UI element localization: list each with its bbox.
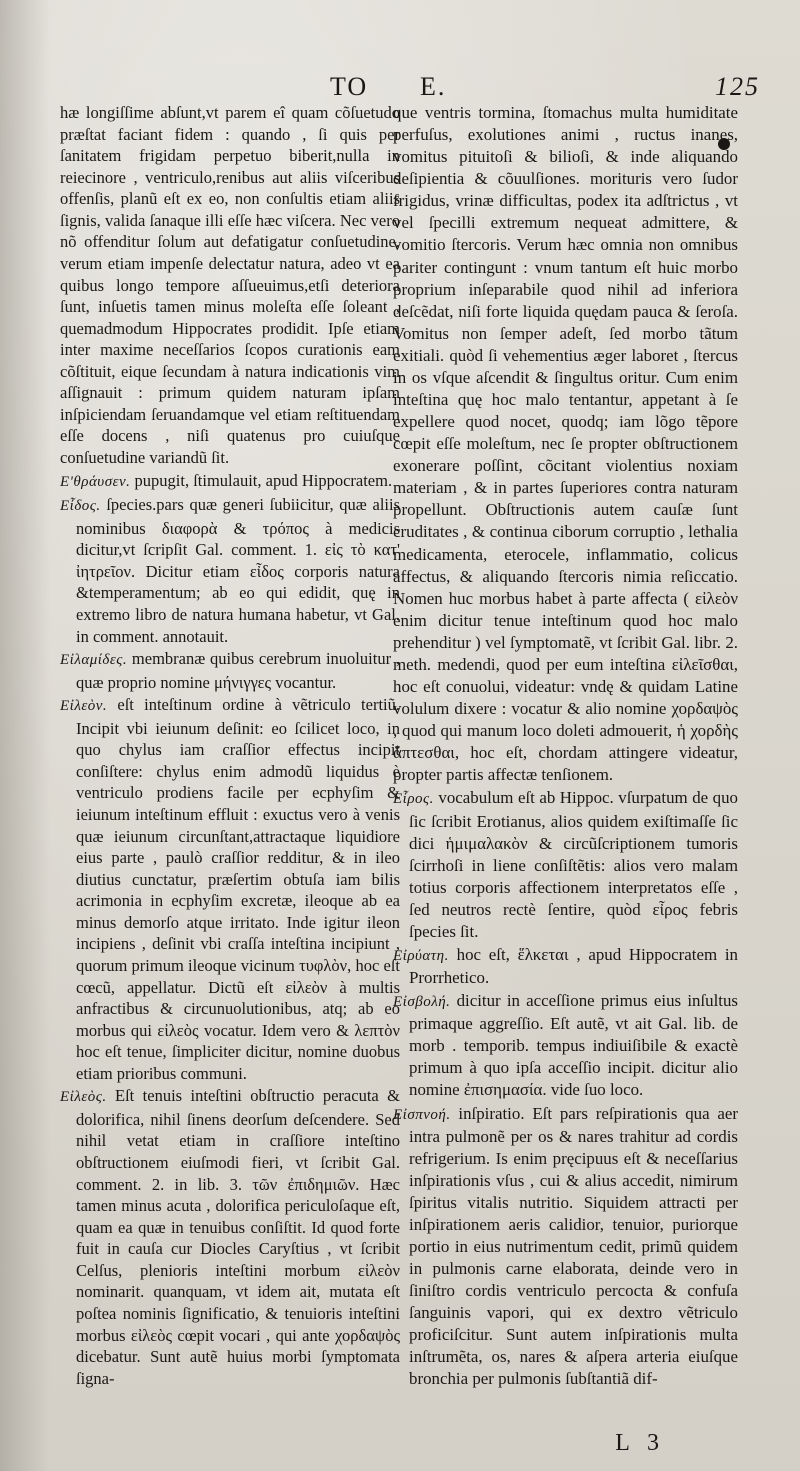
entry-text: membranæ quibus cerebrum inuoluitur , quæ proprio nomine μήνιγγες vocantur. [76, 649, 400, 692]
entry-headword: Εἰλαμίδες. [60, 652, 128, 669]
running-head-right: E. [420, 72, 447, 101]
entry-headword: Ε'θράυσεν. [60, 473, 131, 490]
entry-headword: Εἰλεὸς. [60, 1089, 107, 1106]
dictionary-entry [393, 787, 738, 943]
left-column [60, 102, 400, 1390]
dictionary-entry [60, 648, 400, 693]
entry-headword: Εἶρος. [393, 791, 434, 808]
dictionary-entry [393, 1103, 738, 1391]
entry-headword: Εἰλεὸν. [60, 698, 108, 715]
entry-text: vocabulum eſt ab Hippoc. vſurpatum de quo ſic ſcribit Erotianus, alios quidem exiſtimaſſe ſic dici ἡμιμαλακὸν & circũſcriptionem tumoris ſcirrhoſi in liene conſiſtẽtis: alios vero malam totius corporis affectionem interpretatos eſſe , ſed neutros rectè ſentire, quòd εἶρος febris ſpecies ſit. [409, 788, 738, 941]
dictionary-entry [393, 990, 738, 1101]
folio-number: 125 [715, 72, 760, 101]
entry-text: pupugit, ſtimulauit, apud Hippocratem. [130, 470, 393, 490]
entry-text: eſt inteſtinum ordine à vẽtriculo tertiũ. Incipit vbi ieiunum deſinit: eo ſcilicet loco, in quo chylus iam craſſior effectus incipit conſiſtere: chylus enim admodũ liquidus è ventriculo prodiens facile per ecphyſim & ieiunum inteſtinum effluit : exuctus vero à venis quæ ieiunum circunſtant,attractaque liquidiore eius parte , paulò craſſior redditur, & in ileo diutius cunctatur, præſertim obtuſa iam bilis acrimonia in ecphyſim excretæ, ileoque ab ea minus demorſo atque irritato. Inde igitur ileon incipiens , deſinit vbi craſſa inteſtina incipiunt , quorum primum ileoque vicinum τυφλὸν, hoc eſt cœcũ, appellatur. Dictũ eſt εἰλεὸν à multis anfractibus & circunuolutionibus, atq; ab eo morbus qui εἰλεὸς vocatur. Idem vero & λεπτὸν hoc eſt tenue, ſimpliciter dicitur, nomine duobus etiam prioribus communi. [76, 695, 400, 1083]
dictionary-entry [60, 470, 400, 494]
entry-headword: Εἰσβολή. [393, 994, 451, 1011]
entry-headword: Εἶδος. [60, 498, 101, 515]
entry-text: Eſt tenuis inteſtini obſtructio peracuta & dolorifica, nihil ſinens deorſum deſcendere. Sed nihil vetat etiam in craſſiore inteſtino obſtructionem eiuſmodi fieri, vt ſcribit Gal. comment. 2. in lib. 3. τῶν ἐπιδημιῶν. Hæc tamen minus acuta , dolorifica periculoſaque eſt, quam ea quæ in tenuibus conſiſtit. Id quod forte fuit in cauſa cur Diocles Caryſtius , vt ſcribit Celſus, plenioris inteſtini morbum εἰλεὸν nominarit. quanquam, vt idem ait, mutata eſt poſtea nominis ſignificatio, & tenuioris inteſtini morbus εἰλεὸς cœpit vocari , qui ante χορδαψὸς dicebatur. Sunt autẽ huius morbi ſymptomata ſigna- [76, 1086, 400, 1388]
entry-text: ſpecies.pars quæ generi ſubiicitur, quæ aliis nominibus διαφορὰ & τρόπος à medicis dicitur,vt ſcripſit Gal. comment. 1. εἰς τὸ κατ' ἰητρεῖον. Dicitur etiam εἶδος corporis natura &temperamentum; ab eo qui edidit, quę in extremo libro de natura humana habetur, vt Gal. in comment. annotauit. [76, 495, 400, 646]
body-paragraph: hæ longiſſime abſunt,vt parem eî quam cõſuetudo præſtat faciant fidem : quando , ſi quis per ſanitatem frigidam perpetuo biberit,nulla in reiecinore , ventriculo,renibus aut aliis viſceribus offenſis, planũ eſt ex eo, non conſultis etiam aliis ſignis, valida ſanaque illi eſſe hæc viſcera. Nec vero nõ offenditur ſolum aut defatigatur conſuetudine, verum etiam impenſe delectatur natura, adeo vt ea quibus longo tempore aſſueuimus,etſi deteriora ſunt, inſuetis tamen minus moleſta eſſe ſoleant , quemadmodum Hippocrates prodidit. Ipſe etiam inter maxime neceſſarios ſcopos curationis eam cõſtituit, eique ſecundam à natura indicationis vim aſſignauit : primum quidem naturam ipſam inſpiciendam ſeruandamque vel etiam reſtituendam eſſe docens , niſi quatenus pro cuiuſque conſuetudine variandũ ſit. [60, 103, 400, 467]
entry-headword: Εἰσπνοή. [393, 1106, 451, 1123]
entry-headword: Εἰρύατη. [393, 947, 449, 964]
body-paragraph: que ventris tormina, ſtomachus multa humiditate perfuſus, exolutiones animi , ructus inanes, vomitus pituitoſi & bilioſi, & inde aliquando deſipientia & cõuulſiones. morituris vero ſudor frigidus, vrinæ difficultas, podex ita adſtrictus , vt vel ſpecilli extremum nequeat admittere, & vomitio ſtercoris. Verum hæc omnia non omnibus pariter contingunt : vnum tantum eſt huic morbo proprium inſeparabile quod nihil ad inferiora deſcẽdat, niſi forte liquida quędam pauca & ſeroſa. Vomitus non ſemper adeſt, ſed morbo tãtum exitiali. quòd ſi vehementius æger laboret , ſtercus in os vſque aſcendit & ſingultus oritur. Cum enim inteſtina quę hoc malo tentantur, appetant à ſe expellere quod nocet, quodq; iam lõgo tẽpore cœpit eſſe moleſtum, nec ſe propter obſtructionem exonerare poſſint, cõcitant violentius noxiam materiam , & in partes ſuperiores contra naturam propellunt. Obſtructionis autem cauſæ ſunt cruditates , & continua ciborum corruptio , lethalia medicamenta, eterocele, inflammatio, colicus affectus, & aliquando ſtercoris nimia reſiccatio. Nomen huc morbus habet à parte affecta ( εἰλεὸν enim dicitur tenue inteſtinum quod hoc malo prehenditur ) vel ſymptomatẽ, vt ſcribit Gal. libr. 2. meth. medendi, quod per eum inteſtina εἰλεῖσθαι, hoc eſt conuolui, videatur: vndę & quidam Latine volulum dixere : vocatur & alio nomine χορδαψὸς , quod qui manum loco doleti admouerit, ἡ χορδὴς ἅπτεσθαι, hoc eſt, chordam attingere videatur, propter partis affectæ tenſionem. [393, 103, 738, 785]
right-column [393, 102, 738, 1392]
entry-text: hoc eſt, ἕλκεται , apud Hippocratem in Prorrhetico. [409, 944, 738, 988]
dictionary-entry [60, 694, 400, 1084]
dictionary-entry [393, 944, 738, 989]
binding-gutter-shadow [0, 0, 50, 1471]
signature-mark: L 3 [615, 1430, 665, 1456]
running-head-left: TO [330, 72, 369, 101]
dictionary-entry [60, 494, 400, 647]
entry-text: dicitur in acceſſione primus eius inſultus primaque aggreſſio. Eſt autẽ, vt ait Gal. lib. de morb . temporib. tempus indiuiſibile & exactè primum à quo ipſa acceſſio incipit. dicitur alio nomine ἐπισημασία. vide ſuo loco. [409, 991, 738, 1100]
dictionary-entry [60, 1085, 400, 1389]
entry-text: inſpiratio. Eſt pars reſpirationis qua aer intra pulmonẽ per os & nares trahitur ad cordis refrigerium. Is enim pręcipuus eſt & neceſſarius inſpirationis vſus , cui & alius accedit, nimirum ſpiritus vitalis nutritio. Siquidem attracti per inſpirationem aeris calidior, tenuior, puriorque portio in eius nutrimentum cedit, primũ quidem in pulmonis carne elaborata, deinde vero in ſiniſtro cordis ventriculo percocta & confuſa ſanguinis vapori, qui ex dextro vẽtriculo proficiſcitur. Sunt autem inſpirationis multa inſtrumẽta, os, nares & aſpera arteria eiuſque bronchia per pulmonis ſubſtantiã dif- [409, 1103, 738, 1389]
